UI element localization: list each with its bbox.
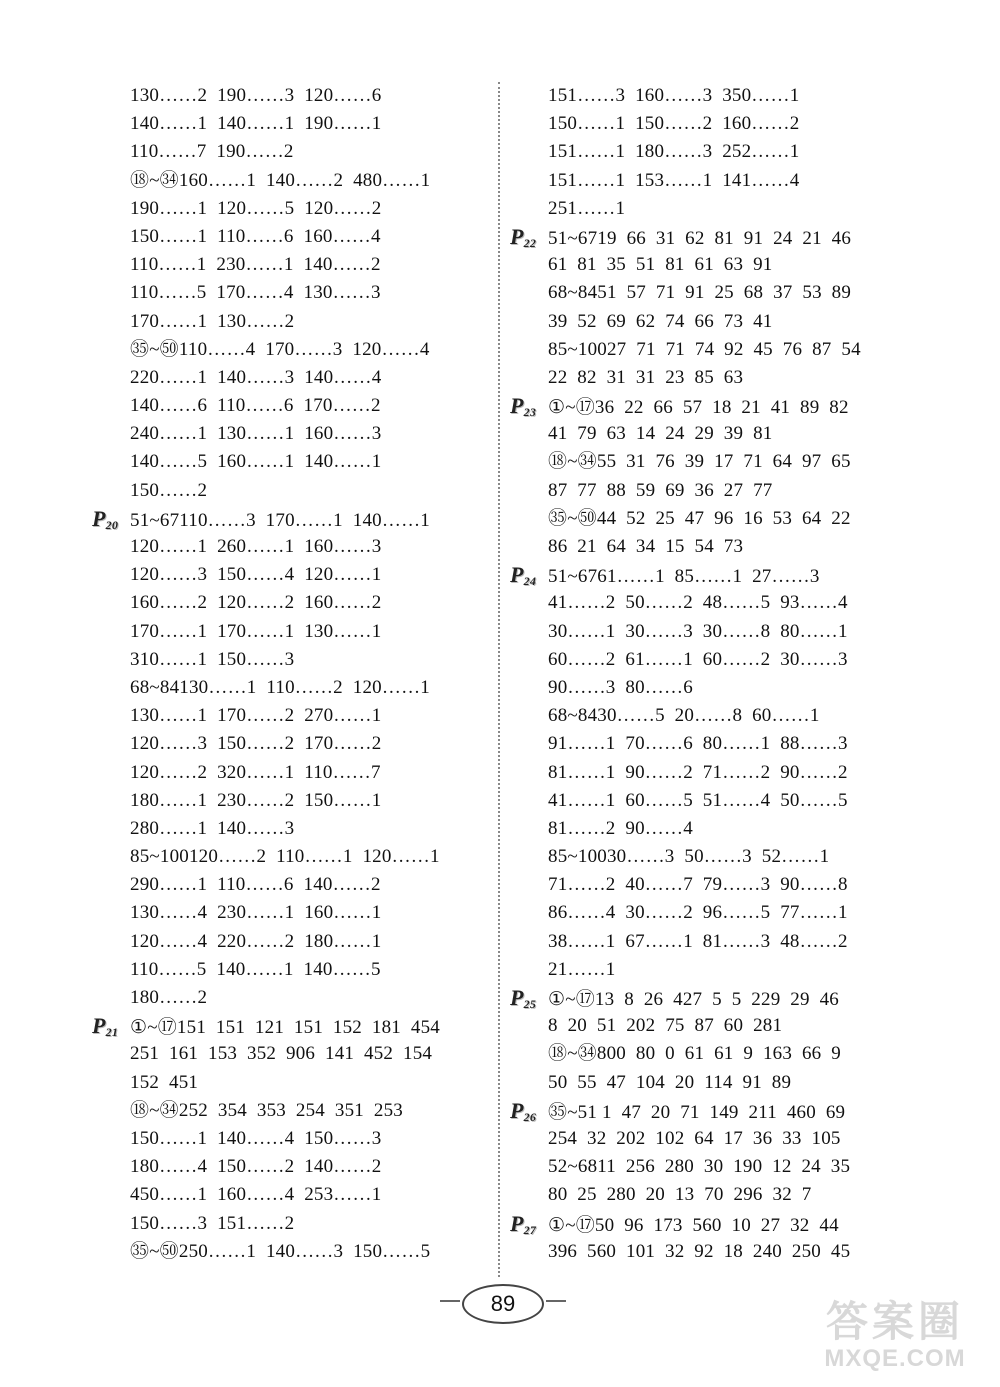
- watermark-top-text: 答案圈: [825, 1298, 964, 1345]
- answer-text: 130……2 190……3 120……6: [130, 85, 382, 106]
- answer-line: [92, 195, 492, 223]
- answer-line: [510, 787, 910, 815]
- answer-line: [510, 759, 910, 787]
- answer-line: [92, 759, 492, 787]
- answer-text: 150……1 150……2 160……2: [548, 113, 800, 135]
- answer-text: 52~6811 256 280 30 190 12 24 35: [548, 1156, 851, 1178]
- answer-line: [510, 364, 910, 392]
- answer-text: 140……1 140……1 190……1: [130, 113, 382, 135]
- answer-text: 150……3 151……2: [130, 1212, 295, 1234]
- answer-text: 85~100120……2 110……1 120……1: [130, 846, 440, 868]
- answer-text: ㉟~㊿110……4 170……3 120……4: [130, 338, 430, 360]
- answer-text: 22 82 31 31 23 85 63: [548, 366, 744, 388]
- answer-text: 110……7 190……2: [130, 141, 294, 163]
- answer-line: [510, 251, 910, 279]
- answer-text: 110……5 140……1 140……5: [130, 958, 381, 980]
- answer-text: ①~⑰151 151 121 151 152 181 454: [130, 1017, 441, 1039]
- answer-line: [92, 1238, 492, 1266]
- answer-line: [92, 899, 492, 927]
- answer-text: 71……2 40……7 79……3 90……8: [548, 874, 848, 896]
- answer-line: [510, 308, 910, 336]
- answer-text: 290……1 110……6 140……2: [130, 874, 381, 896]
- answer-line: [92, 787, 492, 815]
- answer-text: 180……2: [130, 987, 208, 1008]
- answer-text: 140……6 110……6 170……2: [130, 395, 381, 417]
- answer-text: 51~67110……3 170……1 140……1: [130, 509, 430, 531]
- answer-line: [92, 730, 492, 758]
- page-ref-tag: $P_{26}$: [510, 1097, 537, 1124]
- answer-line: [510, 1040, 910, 1068]
- answer-text: 130……1 170……2 270……1: [130, 705, 382, 727]
- answer-line: [92, 1125, 492, 1153]
- answer-line: [92, 336, 492, 364]
- page-ref-number: 27: [523, 1222, 537, 1237]
- answer-text: 254 32 202 102 64 17 36 33 105: [548, 1127, 841, 1149]
- answer-text: 140……5 160……1 140……1: [130, 451, 382, 473]
- answer-text: 68~8430……5 20……8 60……1: [548, 705, 820, 727]
- answer-text: 396 560 101 32 92 18 240 250 45: [548, 1240, 851, 1262]
- answer-line: [510, 138, 910, 166]
- answer-text: 151……1 180……3 252……1: [548, 141, 800, 163]
- answer-text: 150……1 140……4 150……3: [130, 1127, 382, 1149]
- answer-text: 85~10030……3 50……3 52……1: [548, 846, 830, 868]
- answer-line: [92, 984, 492, 1012]
- answer-text: 41……2 50……2 48……5 93……4: [548, 592, 848, 614]
- page-ref-tag: $P_{20}$: [92, 505, 119, 532]
- answer-line: [92, 420, 492, 448]
- answer-text: 21……1: [548, 958, 616, 980]
- answer-line: [92, 251, 492, 279]
- answer-line: [510, 448, 910, 476]
- page-number: 89: [462, 1284, 544, 1324]
- answer-text: 90……3 80……6: [548, 676, 693, 698]
- answer-line: [92, 533, 492, 561]
- answer-line: [510, 561, 910, 589]
- answer-line: [510, 1210, 910, 1238]
- answer-text: 190……1 120……5 120……2: [130, 197, 382, 219]
- answer-line: [92, 110, 492, 138]
- answer-line: [510, 815, 910, 843]
- answer-line: [510, 646, 910, 674]
- answer-line: [92, 392, 492, 420]
- answer-text: 180……1 230……2 150……1: [130, 789, 382, 811]
- answer-line: [510, 843, 910, 871]
- answer-text: 110……5 170……4 130……3: [130, 282, 381, 304]
- answer-line: [92, 82, 492, 110]
- answer-text: 38……1 67……1 81……3 48……2: [548, 930, 848, 952]
- answer-text: ⑱~㉞160……1 140……2 480……1: [130, 169, 431, 191]
- answer-line: [510, 871, 910, 899]
- answer-line: [510, 82, 910, 110]
- answer-text: 61 81 35 51 81 61 63 91: [548, 254, 773, 276]
- answer-line: [510, 279, 910, 307]
- answer-line: [92, 674, 492, 702]
- answer-line: [510, 730, 910, 758]
- answer-text: 130……4 230……1 160……1: [130, 902, 382, 924]
- answer-text: 86 21 64 34 15 54 73: [548, 536, 744, 557]
- answer-line: [510, 1181, 910, 1209]
- answer-line: [92, 477, 492, 505]
- answer-line: [510, 674, 910, 702]
- answer-text: 120……1 260……1 160……3: [130, 536, 382, 557]
- left-answer-column: [92, 82, 492, 1266]
- answer-line: [92, 1097, 492, 1125]
- answer-text: 170……1 170……1 130……1: [130, 620, 382, 642]
- answer-line: [92, 1210, 492, 1238]
- answer-line: [92, 618, 492, 646]
- answer-text: ⑱~㉞55 31 76 39 17 71 64 97 65: [548, 451, 851, 473]
- answer-text: 240……1 130……1 160……3: [130, 423, 382, 445]
- page-ref-number: 25: [523, 997, 537, 1011]
- answer-text: ⑱~㉞800 80 0 61 61 9 163 66 9: [548, 1043, 841, 1065]
- answer-text: 81……1 90……2 71……2 90……2: [548, 761, 848, 783]
- answer-text: ㉟~51 1 47 20 71 149 211 460 69: [548, 1101, 846, 1123]
- answer-line: [92, 1040, 492, 1068]
- page-ref-tag: $P_{25}$: [510, 985, 537, 1011]
- answer-line: [510, 1069, 910, 1097]
- answer-line: [92, 448, 492, 476]
- answer-text: 50 55 47 104 20 114 91 89: [548, 1071, 792, 1093]
- answer-text: 51~6719 66 31 62 81 91 24 21 46: [548, 227, 852, 249]
- answer-line: [510, 956, 910, 984]
- answer-line: [510, 533, 910, 561]
- answer-text: ①~⑰13 8 26 427 5 5 229 29 46: [548, 989, 840, 1010]
- answer-line: [92, 1181, 492, 1209]
- answer-text: 310……1 150……3: [130, 648, 295, 670]
- answer-text: 39 52 69 62 74 66 73 41: [548, 310, 773, 332]
- answer-text: 170……1 130……2: [130, 310, 295, 332]
- answer-text: 41……1 60……5 51……4 50……5: [548, 789, 848, 811]
- answer-line: [510, 195, 910, 223]
- answer-text: 68~8451 57 71 91 25 68 37 53 89: [548, 282, 852, 304]
- page-ref-tag: $P_{27}$: [510, 1210, 537, 1237]
- answer-text: ⑱~㉞252 354 353 254 351 253: [130, 1099, 403, 1121]
- answer-text: 150……1 110……6 160……4: [130, 225, 381, 247]
- answer-text: ㉟~㊿250……1 140……3 150……5: [130, 1240, 431, 1262]
- answer-line: [92, 561, 492, 589]
- answer-text: 120……2 320……1 110……7: [130, 761, 381, 783]
- answer-line: [510, 589, 910, 617]
- answer-line: [510, 1097, 910, 1125]
- answer-line: [510, 1153, 910, 1181]
- answer-text: 110……1 230……1 140……2: [130, 254, 381, 276]
- answer-text: 51~6761……1 85……1 27……3: [548, 566, 820, 588]
- page-ref-tag: $P_{23}$: [510, 393, 537, 420]
- answer-line: [92, 928, 492, 956]
- answer-line: [92, 308, 492, 336]
- right-answer-column: [510, 82, 910, 1266]
- page-ref-tag: $P_{22}$: [510, 223, 537, 250]
- answer-line: [92, 956, 492, 984]
- page-ref-tag: $P_{24}$: [510, 562, 537, 589]
- answer-line: [92, 815, 492, 843]
- page-ref-tag: $P_{21}$: [92, 1013, 119, 1040]
- answer-line: [92, 505, 492, 533]
- answer-line: [510, 505, 910, 533]
- watermark-bottom-text: MXQE.COM: [824, 1345, 966, 1372]
- page-ref-number: 24: [523, 574, 537, 589]
- answer-text: 86……4 30……2 96……5 77……1: [548, 902, 848, 924]
- answer-text: 150……2: [130, 479, 208, 501]
- answer-line: [92, 1012, 492, 1040]
- answer-line: [510, 928, 910, 956]
- answer-line: [92, 702, 492, 730]
- answer-line: [510, 336, 910, 364]
- answer-line: [92, 589, 492, 617]
- answer-text: 220……1 140……3 140……4: [130, 366, 382, 388]
- answer-text: 120……3 150……2 170……2: [130, 733, 382, 755]
- page-ref-number: 22: [523, 235, 537, 250]
- answer-text: 280……1 140……3: [130, 817, 295, 839]
- answer-line: [510, 702, 910, 730]
- page-ref-number: 20: [105, 517, 119, 532]
- answer-line: [92, 1069, 492, 1097]
- answer-text: ㉟~㊿44 52 25 47 96 16 53 64 22: [548, 507, 851, 529]
- answer-text: 91……1 70……6 80……1 88……3: [548, 733, 848, 755]
- answer-text: 68~84130……1 110……2 120……1: [130, 676, 430, 698]
- answer-line: [92, 871, 492, 899]
- answer-line: [510, 1125, 910, 1153]
- answer-line: [510, 477, 910, 505]
- answer-line: [92, 138, 492, 166]
- answer-text: 251……1: [548, 197, 626, 219]
- answer-line: [510, 167, 910, 195]
- answer-line: [510, 984, 910, 1012]
- column-divider: [498, 82, 500, 1277]
- answer-text: 120……3 150……4 120……1: [130, 564, 382, 586]
- answer-line: [92, 279, 492, 307]
- page-ref-number: 23: [523, 405, 537, 420]
- answer-text: 80 25 280 20 13 70 296 32 7: [548, 1184, 812, 1206]
- answer-text: ①~⑰36 22 66 57 18 21 41 89 82: [548, 397, 849, 419]
- answer-text: 8 20 51 202 75 87 60 281: [548, 1015, 783, 1037]
- watermark-logo: [800, 1299, 990, 1379]
- answer-text: 87 77 88 59 69 36 27 77: [548, 479, 773, 501]
- answer-text: 85~10027 71 71 74 92 45 76 87 54: [548, 338, 861, 360]
- answer-line: [510, 1238, 910, 1266]
- answer-text: 41 79 63 14 24 29 39 81: [548, 423, 773, 445]
- answer-line: [92, 1153, 492, 1181]
- answer-line: [92, 364, 492, 392]
- answer-text: 81……2 90……4: [548, 817, 693, 839]
- answer-text: 160……2 120……2 160……2: [130, 592, 382, 614]
- answer-line: [510, 618, 910, 646]
- answer-line: [92, 167, 492, 195]
- answer-line: [510, 392, 910, 420]
- answer-line: [510, 899, 910, 927]
- answer-text: 30……1 30……3 30……8 80……1: [548, 620, 848, 642]
- answer-line: [92, 843, 492, 871]
- answer-line: [92, 646, 492, 674]
- answer-text: 450……1 160……4 253……1: [130, 1184, 382, 1206]
- answer-text: 251 161 153 352 906 141 452 154: [130, 1043, 433, 1065]
- answer-line: [510, 223, 910, 251]
- answer-text: 151……3 160……3 350……1: [548, 85, 800, 106]
- answer-text: 151……1 153……1 141……4: [548, 169, 800, 191]
- answer-line: [510, 1012, 910, 1040]
- answer-text: 180……4 150……2 140……2: [130, 1156, 382, 1178]
- answer-text: 60……2 61……1 60……2 30……3: [548, 648, 848, 670]
- answer-line: [510, 110, 910, 138]
- page-ref-number: 21: [105, 1025, 119, 1040]
- answer-text: ①~⑰50 96 173 560 10 27 32 44: [548, 1214, 839, 1236]
- answer-text: 152 451: [130, 1071, 199, 1093]
- answer-text: 120……4 220……2 180……1: [130, 930, 382, 952]
- page-ref-number: 26: [523, 1109, 537, 1124]
- answer-line: [510, 420, 910, 448]
- answer-line: [92, 223, 492, 251]
